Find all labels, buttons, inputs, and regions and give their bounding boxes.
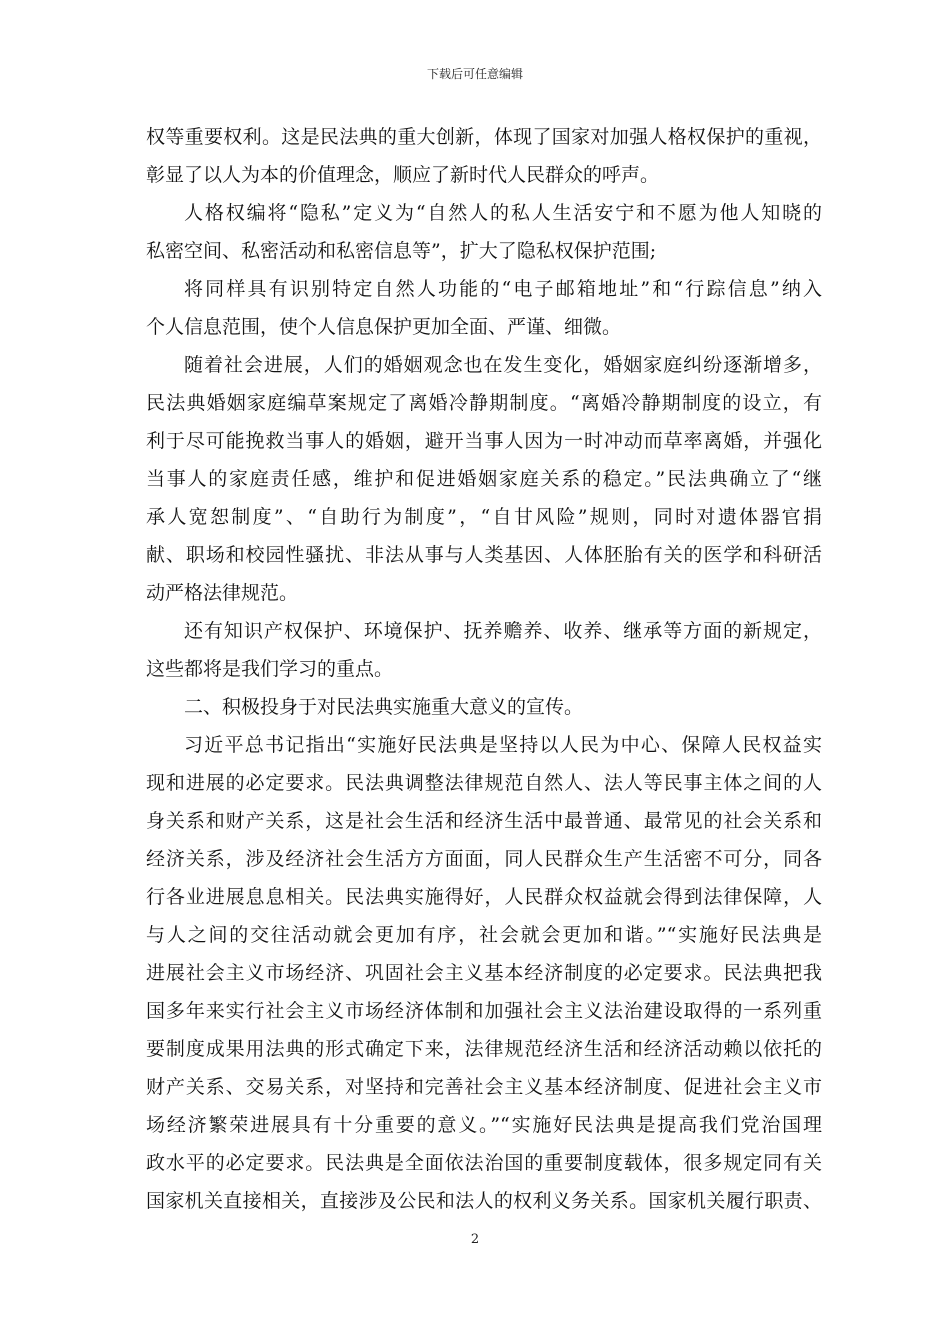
text-line: 经济关系，涉及经济社会生活方方面面，同人民群众生产生活密不可分，同各	[146, 848, 822, 870]
text-line: 还有知识产权保护、环境保护、抚养赡养、收养、继承等方面的新规定，	[184, 620, 822, 642]
text-line: 随着社会进展，人们的婚姻观念也在发生变化，婚姻家庭纠纷逐渐增多，	[184, 354, 822, 376]
text-line: 献、职场和校园性骚扰、非法从事与人类基因、人体胚胎有关的医学和科研活	[146, 544, 822, 566]
text-line: 身关系和财产关系，这是社会生活和经济生活中最普通、最常见的社会关系和	[146, 810, 822, 832]
page-header: 下载后可任意编辑	[426, 67, 523, 81]
text-line: 私密空间、私密活动和私密信息等”，扩大了隐私权保护范围;	[146, 240, 657, 262]
text-line: 这些都将是我们学习的重点。	[146, 658, 394, 680]
text-line: 要制度成果用法典的形式确定下来，法律规范经济生活和经济活动赖以依托的	[146, 1038, 822, 1060]
section-heading: 二、积极投身于对民法典实施重大意义的宣传。	[184, 696, 584, 718]
text-line: 个人信息范围，使个人信息保护更加全面、严谨、细微。	[146, 316, 622, 338]
document-body	[146, 118, 822, 1220]
text-line: 人格权编将“隐私”定义为“自然人的私人生活安宁和不愿为他人知晓的	[184, 202, 822, 224]
text-line: 利于尽可能挽救当事人的婚姻，避开当事人因为一时冲动而草率离婚，并强化	[146, 430, 822, 452]
text-line: 国多年来实行社会主义市场经济体制和加强社会主义法治建设取得的一系列重	[146, 1000, 822, 1022]
text-line: 权等重要权利。这是民法典的重大创新，体现了国家对加强人格权保护的重视，	[146, 126, 822, 148]
page-number: 2	[470, 1232, 480, 1247]
text-line: 民法典婚姻家庭编草案规定了离婚冷静期制度。“离婚冷静期制度的设立，有	[146, 392, 822, 414]
text-line: 行各业进展息息相关。民法典实施得好，人民群众权益就会得到法律保障，人	[146, 886, 822, 908]
text-line: 场经济繁荣进展具有十分重要的意义。”“实施好民法典是提高我们党治国理	[146, 1114, 822, 1136]
text-line: 习近平总书记指出“实施好民法典是坚持以人民为中心、保障人民权益实	[184, 734, 822, 756]
text-line: 动严格法律规范。	[146, 582, 299, 604]
text-line: 国家机关直接相关，直接涉及公民和法人的权利义务关系。国家机关履行职责、	[146, 1190, 822, 1212]
text-line: 彰显了以人为本的价值理念，顺应了新时代人民群众的呼声。	[146, 164, 660, 186]
text-line: 承人宽恕制度”、“自助行为制度”，“自甘风险”规则，同时对遗体器官捐	[146, 506, 822, 528]
text-line: 政水平的必定要求。民法典是全面依法治国的重要制度载体，很多规定同有关	[146, 1152, 822, 1174]
text-line: 当事人的家庭责任感，维护和促进婚姻家庭关系的稳定。”民法典确立了“继	[146, 468, 822, 490]
text-line: 将同样具有识别特定自然人功能的“电子邮箱地址”和“行踪信息”纳入	[184, 278, 822, 300]
text-line: 进展社会主义市场经济、巩固社会主义基本经济制度的必定要求。民法典把我	[146, 962, 822, 984]
text-line: 与人之间的交往活动就会更加有序，社会就会更加和谐。”“实施好民法典是	[146, 924, 822, 946]
text-line: 财产关系、交易关系，对坚持和完善社会主义基本经济制度、促进社会主义市	[146, 1076, 822, 1098]
text-line: 现和进展的必定要求。民法典调整法律规范自然人、法人等民事主体之间的人	[146, 772, 822, 794]
